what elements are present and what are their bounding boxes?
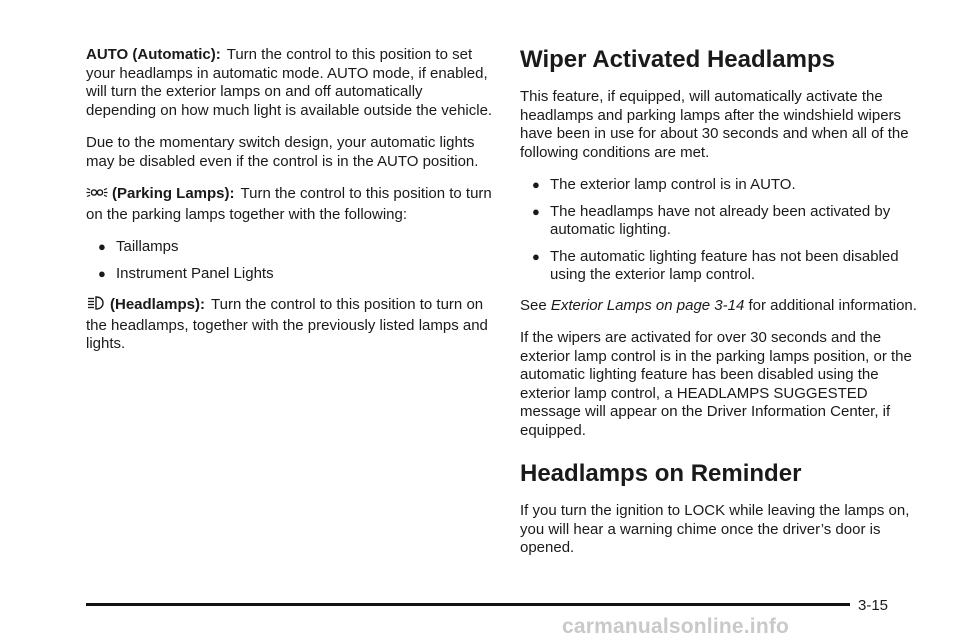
list-item: ● Taillamps: [98, 238, 179, 255]
parking-paragraph: [86, 185, 496, 224]
headlamps-paragraph: [86, 295, 496, 354]
headlamps-label: (Headlamps):: [110, 296, 206, 313]
watermark: carmanualsonline.info: [562, 615, 790, 638]
wiper-heading: Wiper Activated Headlamps: [520, 46, 835, 73]
left-column: [86, 46, 496, 368]
see-reference-paragraph: See Exterior Lamps on page 3-14 for additional information.: [520, 296, 917, 314]
list-item: ● Instrument Panel Lights: [98, 264, 274, 282]
bullet-icon: ●: [98, 265, 106, 281]
parking-lamp-list: [86, 238, 496, 283]
parking-lamp-icon: [86, 185, 108, 206]
wiper-intro: This feature, if equipped, will automatically activate the headlamps and parking lamps after the windshield wipers have been in use for about 30 seconds and when all of the following conditions are met.: [520, 88, 909, 161]
reminder-heading: Headlamps on Reminder: [520, 460, 802, 487]
momentary-paragraph: Due to the momentary switch design, your automatic lights may be disabled even if the control is in the AUTO position.: [86, 134, 479, 170]
list-item: ● The headlamps have not already been activated by automatic lighting.: [532, 202, 891, 238]
bullet-icon: ●: [532, 177, 540, 192]
wiper-paragraph-2: If the wipers are activated for over 30 seconds and the exterior lamp control is in the parking lamps position, or the automatic lighting feature has been disabled using the exterior lamp control, a HEADLAMPS SUGGESTED message will appear on the Driver Information Center, if equipped.: [520, 329, 912, 439]
cross-reference-link[interactable]: Exterior Lamps on page 3-14: [550, 296, 745, 314]
headlamps-text: Turn the control to this position to turn on the headlamps, together with the previously listed lamps and lights.: [86, 296, 488, 352]
list-item: ● The exterior lamp control is in AUTO.: [532, 176, 796, 193]
bullet-icon: ●: [532, 203, 540, 219]
page-number: 3-15: [858, 597, 889, 614]
auto-paragraph: [86, 46, 496, 120]
right-column: [520, 46, 930, 572]
auto-text: Turn the control to this position to set your headlamps in automatic mode. AUTO mode, if enabled, will turn the exterior lamps on and off automatically depending on how much light is available outside the vehicle.: [86, 46, 493, 119]
list-item: ● The automatic lighting feature has not been disabled using the exterior lamp control.: [532, 247, 899, 283]
reminder-paragraph: If you turn the ignition to LOCK while leaving the lamps on, you will hear a warning chime once the driver’s door is opened.: [520, 502, 910, 556]
condition-list: [520, 176, 930, 285]
auto-label: AUTO (Automatic):: [86, 46, 221, 63]
bullet-icon: ●: [98, 239, 106, 254]
headlamp-icon: [86, 295, 106, 317]
parking-text: Turn the control to this position to turn on the parking lamps together with the following:: [86, 185, 492, 223]
footer-rule: [86, 603, 850, 606]
parking-label: (Parking Lamps):: [112, 185, 235, 202]
bullet-icon: ●: [532, 248, 540, 264]
